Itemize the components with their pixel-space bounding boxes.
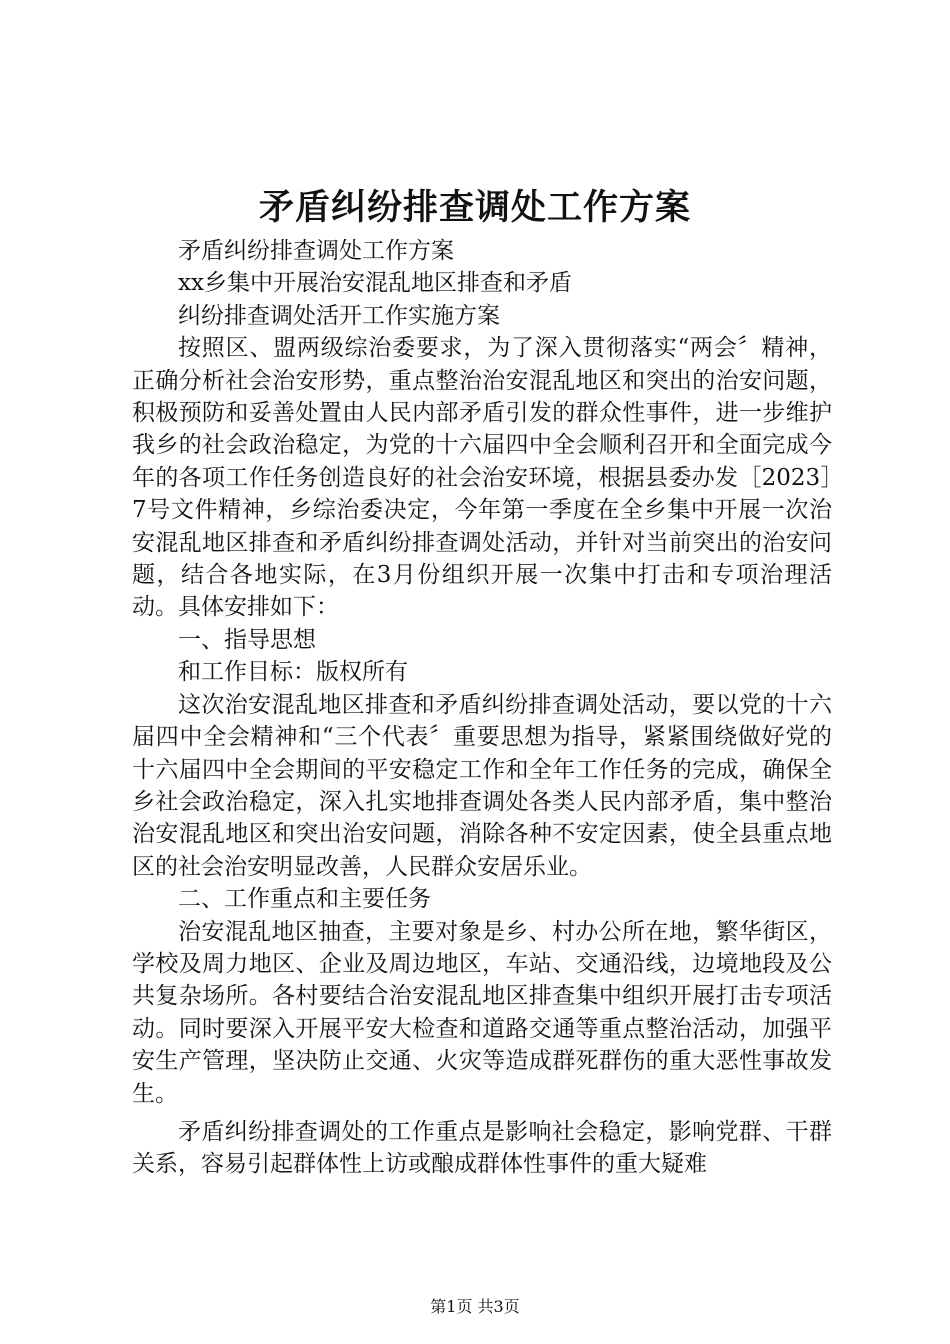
paragraph-subtitle-line-1: xx乡集中开展治安混乱地区排查和矛盾: [178, 270, 572, 297]
paragraph-key-tasks: 治安混乱地区抽查，主要对象是乡、村办公所在地，繁华街区，学校及周力地区、企业及周边地区，车站、交通沿线，边境地段及公共复杂场所。各村要结合治安混乱地区排查集中组织开展打击专项活动。同时要深入开展平安大检查和道路交通等重点整治活动，加强平安生产管理，坚决防止交通、火灾等造成群死群伤的重大恶性事故发生。: [132, 918, 832, 1107]
paragraph-dispute-focus: 矛盾纠纷排查调处的工作重点是影响社会稳定，影响党群、干群关系，容易引起群体性上访或酿成群体性事件的重大疑难: [132, 1118, 832, 1178]
section-heading-work-goals: 和工作目标：版权所有: [178, 659, 408, 686]
page-title: 矛盾纠纷排查调处工作方案: [258, 187, 691, 228]
paragraph-subtitle-line-2: 纠纷排查调处活开工作实施方案: [178, 302, 500, 329]
paragraph-intro: 按照区、盟两级综治委要求，为了深入贯彻落实“两会〞精神，正确分析社会治安形势，重点整治治安混乱地区和突出的治安问题，积极预防和妥善处置由人民内部矛盾引发的群众性事件，进一步维护我乡的社会政治稳定，为党的十六届四中全会顺利召开和全面完成今年的各项工作任务创造良好的社会治安环境，根据县委办发［2023］7号文件精神，乡综治委决定，今年第一季度在全乡集中开展一次治安混乱地区排查和矛盾纠纷排查调处活动，并针对当前突出的治安问题，结合各地实际，在3月份组织开展一次集中打击和专项治理活动。具体安排如下：: [132, 335, 832, 621]
paragraph-doc-heading: 矛盾纠纷排查调处工作方案: [178, 238, 454, 264]
page-footer: 第1页 共3页: [430, 1297, 520, 1316]
section-heading-guiding-thought: 一、指导思想: [178, 626, 316, 653]
section-heading-key-tasks: 二、工作重点和主要任务: [178, 886, 431, 913]
document-body: [132, 235, 832, 1181]
paragraph-guiding-thought: 这次治安混乱地区排查和矛盾纠纷排查调处活动，要以党的十六届四中全会精神和“三个代表〞重要思想为指导，紧紧围绕做好党的十六届四中全会期间的平安稳定工作和全年工作任务的完成，确保全乡社会政治稳定，深入扎实地排查调处各类人民内部矛盾，集中整治治安混乱地区和突出治安问题，消除各种不安定因素，使全县重点地区的社会治安明显改善，人民群众安居乐业。: [132, 691, 832, 880]
